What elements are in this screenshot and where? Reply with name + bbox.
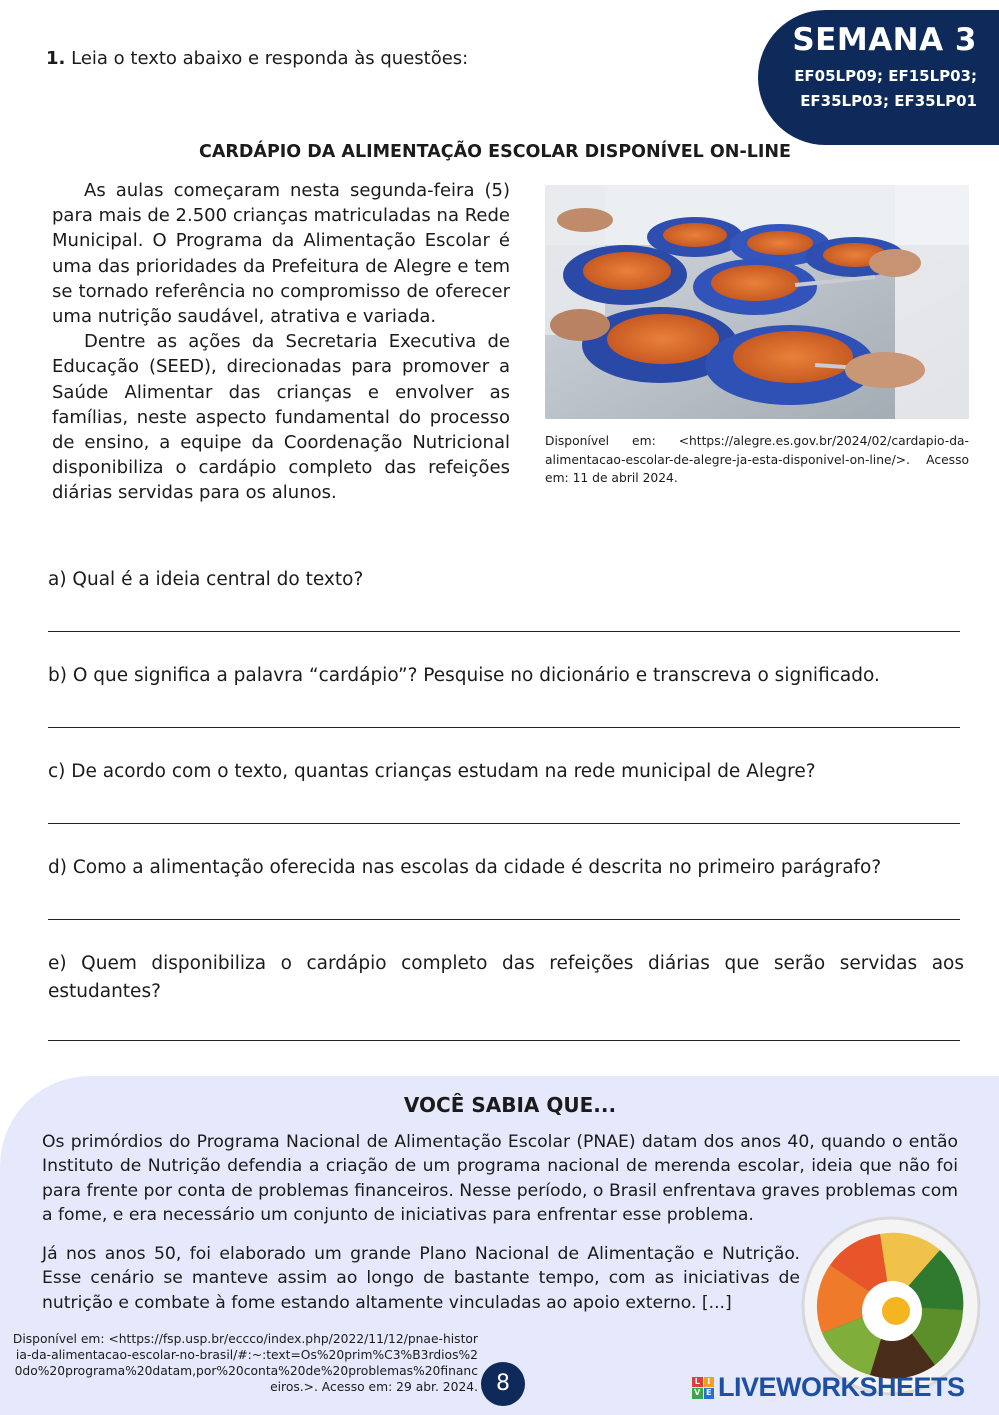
question-e: e) Quem disponibiliza o cardápio completo das refeições diárias que serão servidas aos estudantes? (48, 953, 964, 1002)
instruction-number: 1. (46, 48, 66, 69)
logo-letter-i: I (704, 1377, 715, 1388)
article-title: CARDÁPIO DA ALIMENTAÇÃO ESCOLAR DISPONÍVEL ON-LINE (199, 142, 791, 162)
instruction (46, 48, 468, 69)
answer-line-a[interactable] (48, 631, 960, 632)
page-number: 8 (481, 1362, 525, 1406)
skill-codes (758, 64, 977, 114)
article-paragraph-2: Dentre as ações da Secretaria Executiva de Educação (SEED), direcionadas para promover a Saúde Alimentar das crianças e envolver as famílias, neste aspecto fundamental do processo de ensino, a equipe da Coordenação Nutricional disponibiliza o cardápio completo das refeições diárias servidas para os alunos. (52, 331, 510, 504)
logo-letter-e: E (704, 1388, 715, 1399)
school-meal-photo (545, 185, 969, 419)
question-b: b) O que significa a palavra “cardápio”? Pesquise no dicionário e transcreva o significado. (48, 665, 880, 686)
article-body (52, 178, 510, 506)
answer-line-b[interactable] (48, 727, 960, 728)
did-you-know-paragraph-2: Já nos anos 50, foi elaborado um grande Plano Nacional de Alimentação e Nutrição. Esse cenário se manteve assim ao longo de bastante tempo, com as iniciativas de nutrição e combate à fome estando altamente vinculadas ao apoio externo. [...] (42, 1244, 800, 1313)
answer-line-d[interactable] (48, 919, 960, 920)
answer-line-c[interactable] (48, 823, 960, 824)
answer-line-e[interactable] (48, 1040, 960, 1041)
image-caption: Disponível em: <https://alegre.es.gov.br/2024/02/cardapio-da-alimentacao-escolar-de-alegre-ja-esta-disponivel-on-line/>. Acesso em: 11 de abril 2024. (545, 434, 969, 485)
did-you-know-source: Disponível em: <https://fsp.usp.br/eccco/index.php/2022/11/12/pnae-historia-da-alimentacao-escolar-no-brasil/#:~:text=Os%20prim%C3%B3rdios%20do%20programa%20datam,por%20conta%20de%20problemas%20financeiros.>. Acesso em: 29 abr. 2024. (12, 1332, 478, 1394)
instruction-text: Leia o texto abaixo e responda às questões: (71, 48, 469, 69)
article-paragraph-1: As aulas começaram nesta segunda-feira (5) para mais de 2.500 crianças matriculadas na Rede Municipal. O Programa da Alimentação Escolar é uma das prioridades da Prefeitura de Alegre e tem se tornado referência no compromisso de oferecer uma nutrição saudável, atrativa e variada. (52, 180, 510, 328)
liveworksheets-brand[interactable] (692, 1372, 965, 1403)
logo-letter-v: V (692, 1388, 703, 1399)
food-bowl-icon (800, 1215, 982, 1397)
liveworksheets-wordmark: LIVEWORKSHEETS (718, 1372, 965, 1402)
skill-codes-line-1: EF05LP09; EF15LP03; (794, 67, 977, 85)
did-you-know-title: VOCÊ SABIA QUE... (403, 1093, 617, 1117)
week-title: SEMANA 3 (792, 22, 977, 58)
week-badge (758, 10, 999, 145)
logo-letter-l: L (692, 1377, 703, 1388)
question-d: d) Como a alimentação oferecida nas escolas da cidade é descrita no primeiro parágrafo? (48, 857, 882, 878)
liveworksheets-logo-icon (692, 1377, 714, 1399)
did-you-know-paragraph-1: Os primórdios do Programa Nacional de Alimentação Escolar (PNAE) datam dos anos 40, quando o então Instituto de Nutrição defendia a criação de um programa nacional de merenda escolar, ideia que não foi para frente por conta de problemas financeiros. Nesse período, o Brasil enfrentava graves problemas com a fome, e era necessário um conjunto de iniciativas para enfrentar esse problema. (42, 1132, 958, 1225)
question-c: c) De acordo com o texto, quantas crianças estudam na rede municipal de Alegre? (48, 761, 816, 782)
skill-codes-line-2: EF35LP03; EF35LP01 (800, 92, 977, 110)
question-a: a) Qual é a ideia central do texto? (48, 569, 364, 590)
